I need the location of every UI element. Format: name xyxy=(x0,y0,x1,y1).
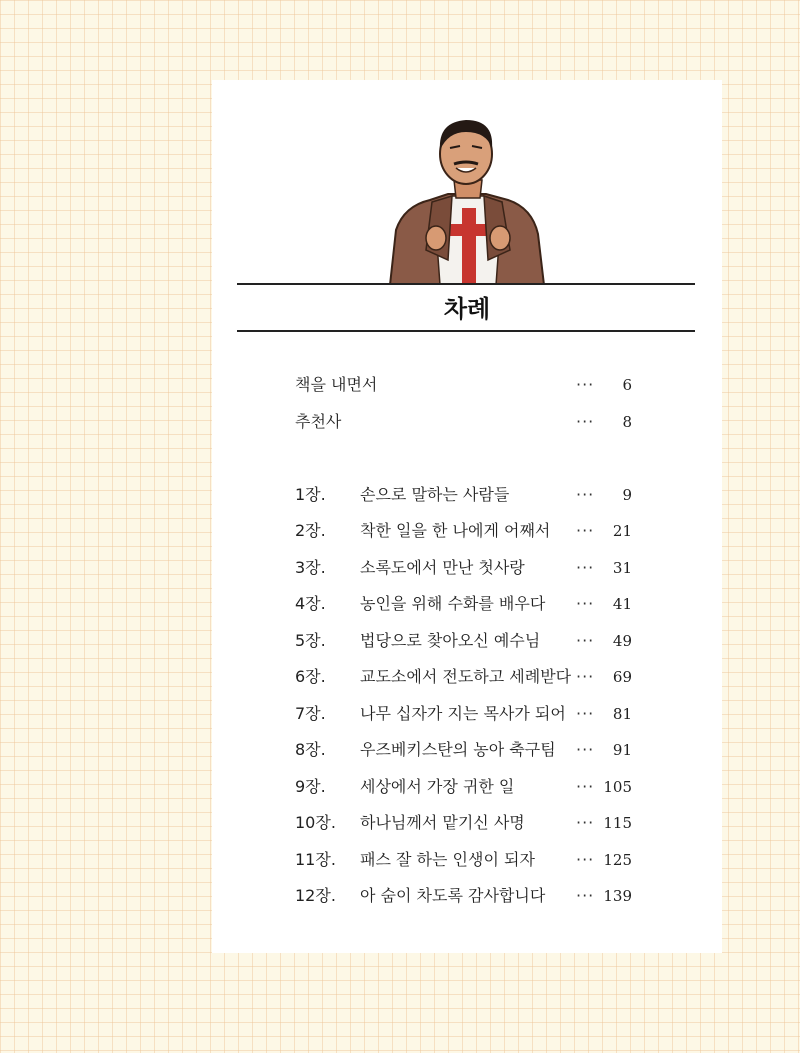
page-title: 차례 xyxy=(443,295,491,323)
chapter-number: 5장. xyxy=(295,631,326,650)
toc-row-chapter[interactable] xyxy=(212,735,722,765)
toc-page-number: 8 xyxy=(622,413,632,431)
toc-page-number: 139 xyxy=(603,887,632,905)
toc-row-front[interactable] xyxy=(212,407,722,437)
toc-page-number: 91 xyxy=(612,741,632,759)
toc-row-chapter[interactable] xyxy=(212,480,722,510)
man-with-cross-shirt-illustration xyxy=(382,110,552,285)
toc-leader-dots: ··· xyxy=(576,886,595,905)
toc-entry-title: 추천사 xyxy=(295,412,342,431)
chapter-title: 법당으로 찾아오신 예수님 xyxy=(360,631,541,650)
toc-page-number: 81 xyxy=(612,705,632,723)
toc-leader-dots: ··· xyxy=(576,667,595,686)
toc-row-chapter[interactable] xyxy=(212,626,722,656)
toc-leader-dots: ··· xyxy=(576,375,595,394)
title-rule-bottom xyxy=(237,330,695,332)
toc-leader-dots: ··· xyxy=(576,850,595,869)
toc-leader-dots: ··· xyxy=(576,594,595,613)
toc-row-chapter[interactable] xyxy=(212,845,722,875)
toc-row-chapter[interactable] xyxy=(212,553,722,583)
toc-row-chapter[interactable] xyxy=(212,881,722,911)
toc-row-chapter[interactable] xyxy=(212,589,722,619)
chapter-title: 세상에서 가장 귀한 일 xyxy=(360,777,515,796)
toc-page-number: 105 xyxy=(603,778,632,796)
toc-page-number: 9 xyxy=(622,486,632,504)
toc-row-chapter[interactable] xyxy=(212,808,722,838)
chapter-title: 착한 일을 한 나에게 어째서 xyxy=(360,521,551,540)
toc-leader-dots: ··· xyxy=(576,704,595,723)
toc-leader-dots: ··· xyxy=(576,813,595,832)
toc-leader-dots: ··· xyxy=(576,485,595,504)
toc-page-number: 21 xyxy=(612,522,632,540)
toc-entry-title: 책을 내면서 xyxy=(295,375,378,394)
toc-leader-dots: ··· xyxy=(576,777,595,796)
toc-page-number: 115 xyxy=(603,814,632,832)
toc-row-chapter[interactable] xyxy=(212,772,722,802)
chapter-title: 나무 십자가 지는 목사가 되어 xyxy=(360,704,566,723)
toc-leader-dots: ··· xyxy=(576,521,595,540)
chapter-number: 1장. xyxy=(295,485,326,504)
chapter-number: 9장. xyxy=(295,777,326,796)
toc-page-number: 69 xyxy=(612,668,632,686)
toc-page-number: 125 xyxy=(603,851,632,869)
chapter-title: 농인을 위해 수화를 배우다 xyxy=(360,594,546,613)
chapter-title: 아 숨이 차도록 감사합니다 xyxy=(360,886,546,905)
chapter-title: 교도소에서 전도하고 세례받다 xyxy=(360,667,572,686)
chapter-title: 하나님께서 맡기신 사명 xyxy=(360,813,525,832)
chapter-number: 7장. xyxy=(295,704,326,723)
chapter-title: 손으로 말하는 사람들 xyxy=(360,485,510,504)
toc-page-number: 41 xyxy=(612,595,632,613)
chapter-number: 2장. xyxy=(295,521,326,540)
toc-page-number: 6 xyxy=(622,376,632,394)
toc-page-number: 31 xyxy=(612,559,632,577)
chapter-number: 12장. xyxy=(295,886,336,905)
chapter-number: 6장. xyxy=(295,667,326,686)
toc-page-number: 49 xyxy=(612,632,632,650)
chapter-title: 패스 잘 하는 인생이 되자 xyxy=(360,850,535,869)
toc-page xyxy=(212,80,722,953)
toc-row-chapter[interactable] xyxy=(212,516,722,546)
toc-row-front[interactable] xyxy=(212,370,722,400)
chapter-number: 8장. xyxy=(295,740,326,759)
toc-leader-dots: ··· xyxy=(576,740,595,759)
chapter-number: 10장. xyxy=(295,813,336,832)
toc-leader-dots: ··· xyxy=(576,412,595,431)
chapter-title: 우즈베키스탄의 농아 축구팀 xyxy=(360,740,556,759)
chapter-title: 소록도에서 만난 첫사랑 xyxy=(360,558,525,577)
title-rule-top xyxy=(237,283,695,285)
chapter-number: 3장. xyxy=(295,558,326,577)
toc-leader-dots: ··· xyxy=(576,631,595,650)
toc-leader-dots: ··· xyxy=(576,558,595,577)
chapter-number: 11장. xyxy=(295,850,336,869)
toc-row-chapter[interactable] xyxy=(212,699,722,729)
chapter-number: 4장. xyxy=(295,594,326,613)
toc-row-chapter[interactable] xyxy=(212,662,722,692)
